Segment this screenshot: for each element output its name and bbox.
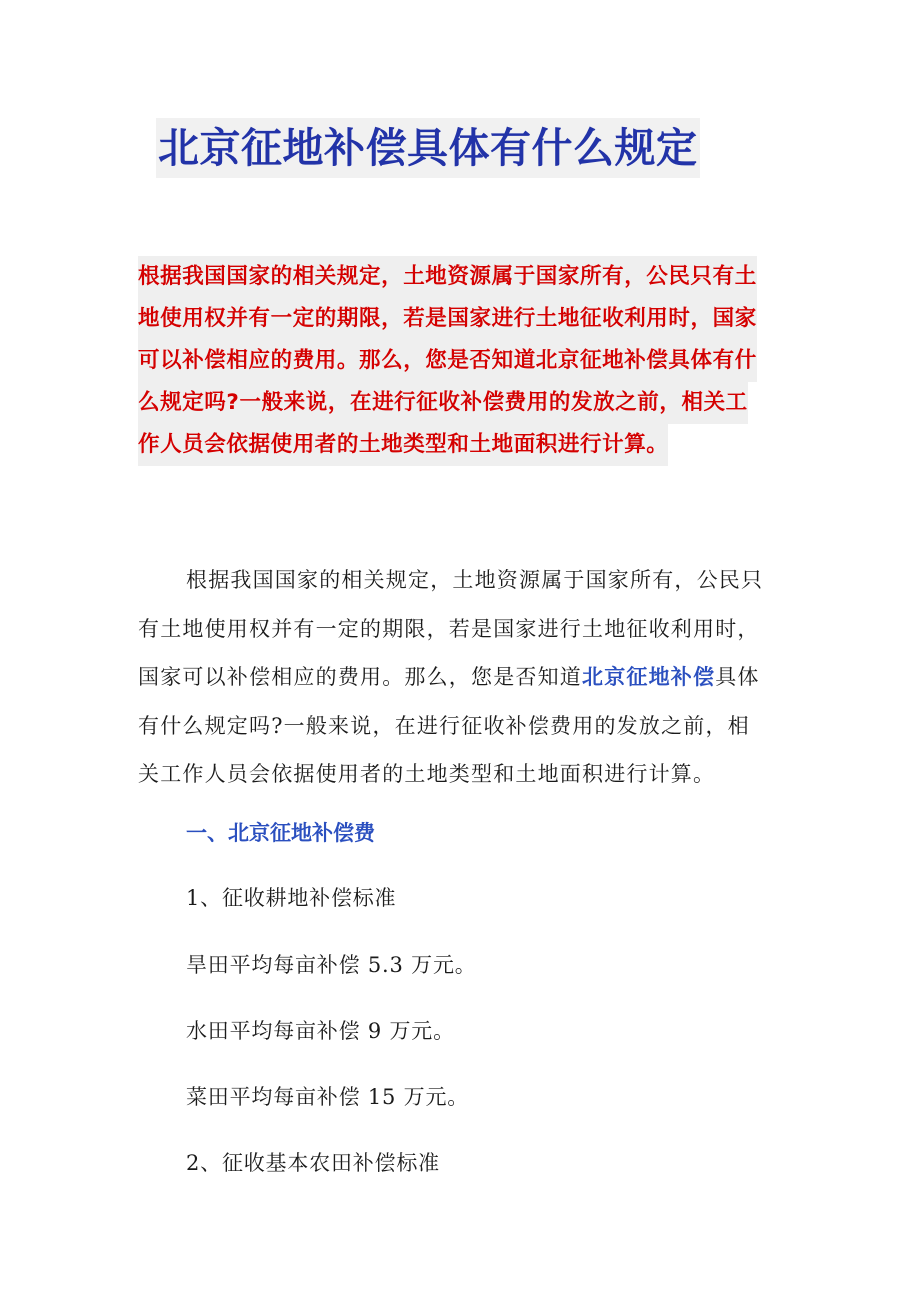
abstract-line: 作人员会依据使用者的土地类型和土地面积进行计算。 <box>138 424 668 466</box>
abstract-line: 可以补偿相应的费用。那么，您是否知道北京征地补偿具体有什 <box>138 340 757 382</box>
compensation-item: 水田平均每亩补偿 9 万元。 <box>186 1019 455 1043</box>
compensation-item: 菜田平均每亩补偿 15 万元。 <box>186 1085 470 1109</box>
abstract-paragraph <box>138 256 788 466</box>
intro-line: 有什么规定吗?一般来说，在进行征收补偿费用的发放之前，相 <box>138 713 750 738</box>
intro-line-with-link <box>138 653 788 702</box>
intro-text: 具体 <box>715 665 760 689</box>
document-title: 北京征地补偿具体有什么规定 <box>156 118 700 178</box>
intro-line: 根据我国国家的相关规定，土地资源属于国家所有，公民只 <box>186 568 764 592</box>
intro-line: 有土地使用权并有一定的期限，若是国家进行土地征收利用时， <box>138 616 760 641</box>
subsection-heading: 2、征收基本农田补偿标准 <box>186 1151 440 1175</box>
subsection-heading: 1、征收耕地补偿标准 <box>186 886 397 910</box>
section-heading: 一、北京征地补偿费 <box>186 821 375 845</box>
abstract-line: 么规定吗?一般来说，在进行征收补偿费用的发放之前，相关工 <box>138 382 748 424</box>
beijing-compensation-link[interactable]: 北京征地补偿 <box>582 665 716 689</box>
intro-line: 关工作人员会依据使用者的土地类型和土地面积进行计算。 <box>138 762 716 786</box>
abstract-line: 根据我国国家的相关规定，土地资源属于国家所有，公民只有土 <box>138 256 757 298</box>
abstract-line: 地使用权并有一定的期限，若是国家进行土地征收利用时，国家 <box>138 298 757 340</box>
compensation-item: 旱田平均每亩补偿 5.3 万元。 <box>186 953 477 977</box>
intro-text: 国家可以补偿相应的费用。那么，您是否知道 <box>138 665 582 689</box>
intro-paragraph <box>138 556 788 799</box>
